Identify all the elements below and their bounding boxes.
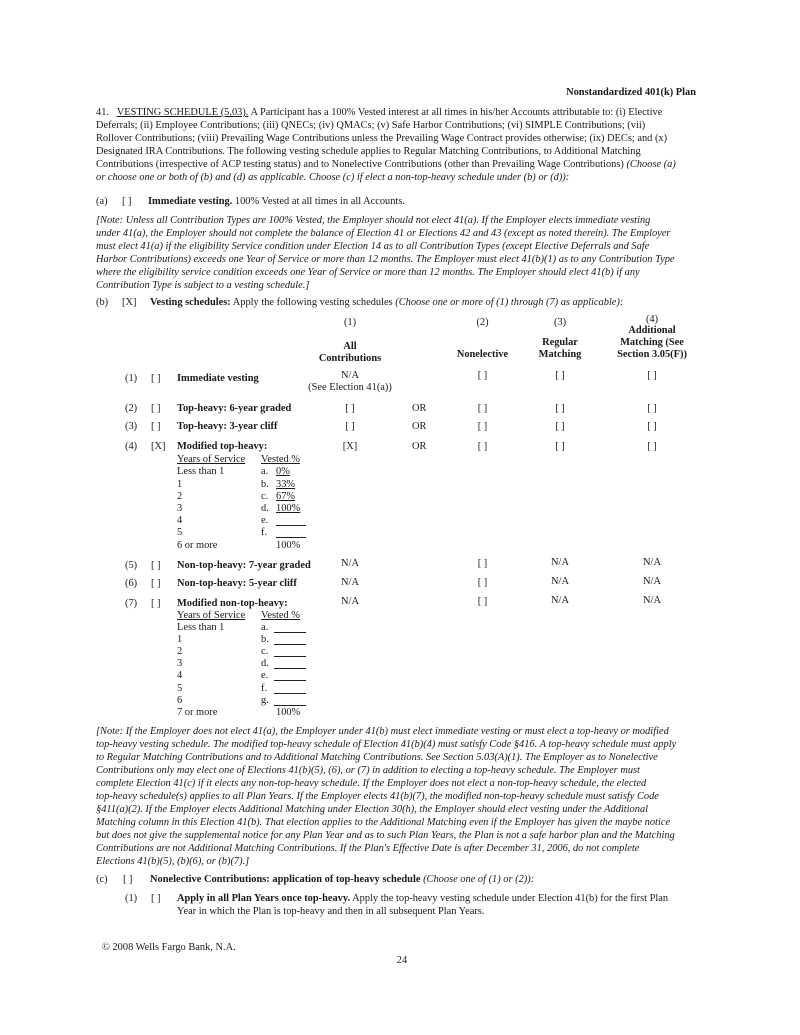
intro-line-0: 41. VESTING SCHEDULE (5.03). A Participant has a 100% Vested interest at all times in his/her Accounts attributable to: (i) Elective (96, 107, 663, 118)
col-1-label: All (343, 341, 357, 352)
option-a-text: Immediate vesting. 100% Vested at all times in all Accounts. (148, 196, 405, 207)
row-4-label: Modified top-heavy: (177, 441, 268, 452)
vested-header: Vested % (261, 454, 300, 465)
th-vested-f[interactable] (276, 537, 306, 538)
row-3-col-3-checkbox[interactable]: [ ] (555, 421, 565, 432)
col-3-label-2: Matching (538, 349, 582, 360)
row-2-checkbox[interactable]: [ ] (151, 403, 161, 414)
nth-vested-c[interactable] (274, 656, 306, 657)
col-4-label-3: Section 3.05(F)) (617, 349, 687, 360)
row-5-label: Non-top-heavy: 7-year graded (177, 560, 311, 571)
page-number: 24 (396, 955, 408, 966)
nth-vested-f[interactable] (274, 693, 306, 694)
row-7-col-2-checkbox[interactable]: [ ] (477, 596, 488, 607)
col-4-label: Additional (628, 325, 676, 336)
row-1-checkbox[interactable]: [ ] (151, 373, 161, 384)
row-2-col-2-checkbox[interactable]: [ ] (477, 403, 488, 414)
row-3-col-4-checkbox[interactable]: [ ] (647, 421, 657, 432)
row-6-col-2-checkbox[interactable]: [ ] (477, 577, 488, 588)
row-6-checkbox[interactable]: [ ] (151, 578, 161, 589)
row-7-label: Modified non-top-heavy: (177, 598, 288, 609)
option-c-checkbox[interactable]: [ ] (123, 874, 133, 885)
intro-line-5: or choose one or both of (b) and (d) as applicable. Choose (c) if elect a non-top-heavy schedule under (b) or (d)): (96, 172, 570, 183)
option-c-1-checkbox[interactable]: [ ] (151, 893, 161, 904)
row-1-col-3-checkbox[interactable]: [ ] (555, 370, 565, 381)
col-1-num: (1) (343, 317, 357, 328)
row-2-col-4-checkbox[interactable]: [ ] (647, 403, 657, 414)
row-7-checkbox[interactable]: [ ] (151, 598, 161, 609)
th-vested-c[interactable]: 67% (276, 491, 296, 502)
row-4-col-3-checkbox[interactable]: [ ] (555, 441, 565, 452)
col-2-label: Nonelective (456, 349, 509, 360)
row-3-label: Top-heavy: 3-year cliff (177, 421, 278, 432)
row-2-label: Top-heavy: 6-year graded (177, 403, 292, 414)
col-4-num: (4) (645, 314, 659, 325)
row-5-col-2-checkbox[interactable]: [ ] (477, 558, 488, 569)
row-1-col-4-checkbox[interactable]: [ ] (647, 370, 657, 381)
option-c-1-text-2: Year in which the Plan is top-heavy and then in all subsequent Plan Years. (177, 906, 485, 917)
option-a-letter: (a) (96, 196, 108, 207)
col-3-num: (3) (553, 317, 567, 328)
row-1-label: Immediate vesting (177, 373, 259, 384)
row-6-label: Non-top-heavy: 5-year cliff (177, 578, 297, 589)
col-4-label-2: Matching (See (620, 337, 684, 348)
intro-line-3: Designated IRA Contributions. The following vesting schedule applies to Regular Matching Contributions, to Additional Matching (96, 146, 641, 157)
col-1-label-2: Contributions (318, 353, 382, 364)
intro-line-2: Rollover Contributions; (viii) Prevailing Wage Contributions unless the Prevailing Wage Contract provides otherwise; (ix) DECs; and (x) (96, 133, 668, 144)
th-vested-d[interactable]: 100% (276, 503, 301, 514)
nth-vested-a[interactable] (274, 632, 306, 633)
row-4-col-1-checkbox[interactable]: [X] (342, 441, 358, 452)
nth-vested-g[interactable] (274, 705, 306, 706)
election-title: VESTING SCHEDULE (5.03). (116, 107, 249, 118)
option-c-1-num: (1) (125, 893, 138, 904)
col-3-label: Regular (542, 337, 578, 348)
row-1-col-2-checkbox[interactable]: [ ] (477, 370, 488, 381)
election-number: 41. (96, 107, 109, 118)
intro-line-1: Deferrals; (ii) Employee Contributions; (iii) QNECs; (iv) QMACs; (v) Safe Harbor Contributions; (vi) SIMPLE Contributions; (vii) (96, 120, 646, 131)
intro-line-4: Contributions (irrespective of ACP testing status) and to Nonelective Contributions (other than Prevailing Wage Contributions) (Choose (a) (96, 159, 676, 170)
header-title: Nonstandardized 401(k) Plan (566, 87, 696, 98)
th-vested-e[interactable] (276, 525, 306, 526)
option-c-text: Nonelective Contributions: application of top-heavy schedule (Choose one of (1) or (2)): (150, 874, 535, 885)
row-4-checkbox[interactable]: [X] (151, 441, 166, 452)
nth-vested-e[interactable] (274, 680, 306, 681)
option-b-text: Vesting schedules: Apply the following vesting schedules (Choose one or more of (1) through (7) as applicable): (150, 297, 624, 308)
row-2-col-3-checkbox[interactable]: [ ] (555, 403, 565, 414)
th-vested-a[interactable]: 0% (276, 466, 290, 477)
row-3-col-1-checkbox[interactable]: [ ] (345, 421, 355, 432)
footer-copyright: © 2008 Wells Fargo Bank, N.A. (102, 942, 236, 953)
row-4-col-2-checkbox[interactable]: [ ] (477, 441, 488, 452)
th-vested-b[interactable]: 33% (276, 479, 296, 490)
row-3-col-2-checkbox[interactable]: [ ] (477, 421, 488, 432)
row-4-col-4-checkbox[interactable]: [ ] (647, 441, 657, 452)
option-b-checkbox[interactable]: [X] (122, 297, 137, 308)
option-a-checkbox[interactable]: [ ] (122, 196, 132, 207)
years-header: Years of Service (177, 454, 246, 465)
nth-vested-b[interactable] (274, 644, 306, 645)
option-b-letter: (b) (96, 297, 109, 308)
nth-vested-d[interactable] (274, 668, 306, 669)
col-2-num: (2) (476, 317, 489, 328)
row-5-checkbox[interactable]: [ ] (151, 560, 161, 571)
option-c-letter: (c) (96, 874, 108, 885)
row-2-col-1-checkbox[interactable]: [ ] (345, 403, 355, 414)
row-3-checkbox[interactable]: [ ] (151, 421, 161, 432)
option-c-1-text: Apply in all Plan Years once top-heavy. Apply the top-heavy vesting schedule under Election 41(b) for the first Plan (177, 893, 669, 904)
